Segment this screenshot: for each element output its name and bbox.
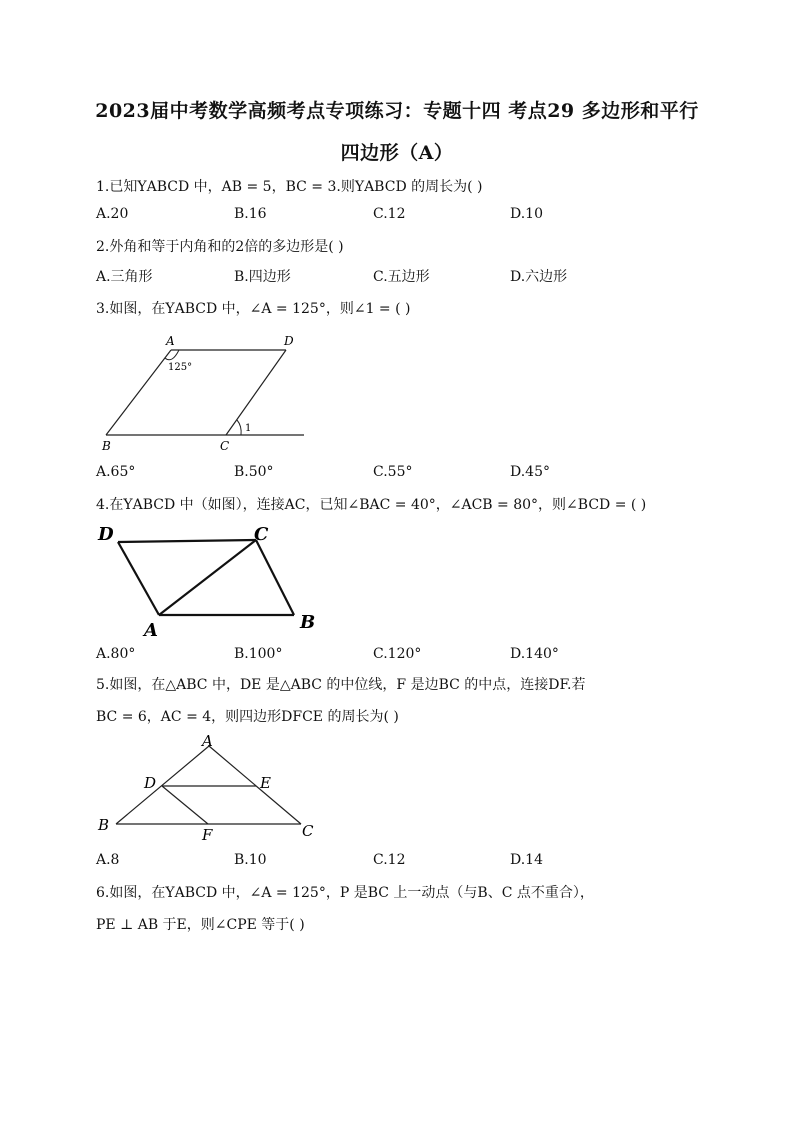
q3-edge-ab: [106, 350, 171, 435]
q1-option-b: B.16: [234, 206, 267, 222]
question-4-stem: 4.在ΥABCD 中（如图），连接AC，已知∠BAC = 40°，∠ACB = 80°，则∠BCD = ( ): [96, 497, 647, 513]
q4-option-d: D.140°: [510, 646, 559, 662]
question-6-stem: 6.如图，在ΥABCD 中，∠A = 125°，P 是BC 上一动点（与B、C 点不重合），: [96, 885, 594, 901]
question-3-stem: 3.如图，在ΥABCD 中，∠A = 125°，则∠1 = ( ): [96, 301, 411, 317]
q1-option-d: D.10: [510, 206, 543, 222]
q3-label-c: C: [220, 439, 230, 453]
q2-option-a: A.三角形: [96, 269, 153, 285]
question-6-stem-2: PE ⊥ AB 于E，则∠CPE 等于( ): [96, 917, 305, 933]
q3-label-d: D: [284, 334, 294, 348]
q3-option-c: C.55°: [373, 464, 413, 480]
q4-edge-dc: [118, 540, 256, 542]
q4-label-a: A: [144, 620, 158, 640]
q5-label-b: B: [98, 816, 110, 834]
question-5-stem-2: BC = 6，AC = 4，则四边形DFCE 的周长为( ): [96, 709, 399, 725]
question-1-stem: 1.已知ΥABCD 中，AB = 5，BC = 3.则ΥABCD 的周长为( ): [96, 179, 483, 195]
q3-option-d: D.45°: [510, 464, 550, 480]
q4-label-b: B: [300, 612, 316, 633]
q4-option-b: B.100°: [234, 646, 283, 662]
q2-option-b: B.四边形: [234, 269, 291, 285]
q3-parallelogram-figure: [96, 330, 311, 455]
q5-option-c: C.12: [373, 852, 406, 868]
q3-edge-dc: [226, 350, 286, 435]
q4-label-d: D: [98, 524, 114, 545]
q4-parallelogram-figure: [96, 522, 321, 640]
q1-option-a: A.20: [96, 206, 129, 222]
q4-option-c: C.120°: [373, 646, 422, 662]
q2-option-d: D.六边形: [510, 269, 568, 285]
q4-diagonal-ac: [159, 540, 256, 615]
q5-label-a: A: [202, 732, 213, 750]
q3-option-b: B.50°: [234, 464, 274, 480]
q5-edge-ac: [209, 746, 301, 824]
q4-edge-cb: [256, 540, 294, 615]
q5-option-b: B.10: [234, 852, 267, 868]
q2-option-c: C.五边形: [373, 269, 430, 285]
q3-label-a: A: [166, 334, 175, 348]
q3-option-a: A.65°: [96, 464, 136, 480]
q5-label-d: D: [144, 774, 157, 792]
q3-label-b: B: [102, 439, 111, 453]
question-2-stem: 2.外角和等于内角和的2倍的多边形是( ): [96, 239, 344, 255]
q4-edge-da: [118, 542, 159, 615]
q4-label-c: C: [254, 524, 269, 545]
q3-label-125: 125°: [168, 362, 193, 373]
q3-label-angle-1: 1: [245, 423, 252, 434]
title-line-1: 2023届中考数学高频考点专项练习：专题十四 考点29 多边形和平行: [95, 100, 699, 122]
q5-edge-ab: [116, 746, 209, 824]
q3-angle-1-arc: [237, 420, 241, 435]
question-5-stem: 5.如图，在△ABC 中，DE 是△ABC 的中位线，F 是边BC 的中点，连接DF.若: [96, 677, 586, 693]
q5-label-e: E: [260, 774, 271, 792]
title-line-2: 四边形（A）: [340, 142, 454, 164]
q1-option-c: C.12: [373, 206, 406, 222]
q4-option-a: A.80°: [96, 646, 136, 662]
q5-triangle-figure: [96, 732, 321, 844]
q5-option-a: A.8: [96, 852, 120, 868]
q5-option-d: D.14: [510, 852, 543, 868]
q5-label-f: F: [202, 826, 213, 844]
q5-segment-df: [162, 786, 208, 824]
q5-label-c: C: [302, 822, 314, 840]
